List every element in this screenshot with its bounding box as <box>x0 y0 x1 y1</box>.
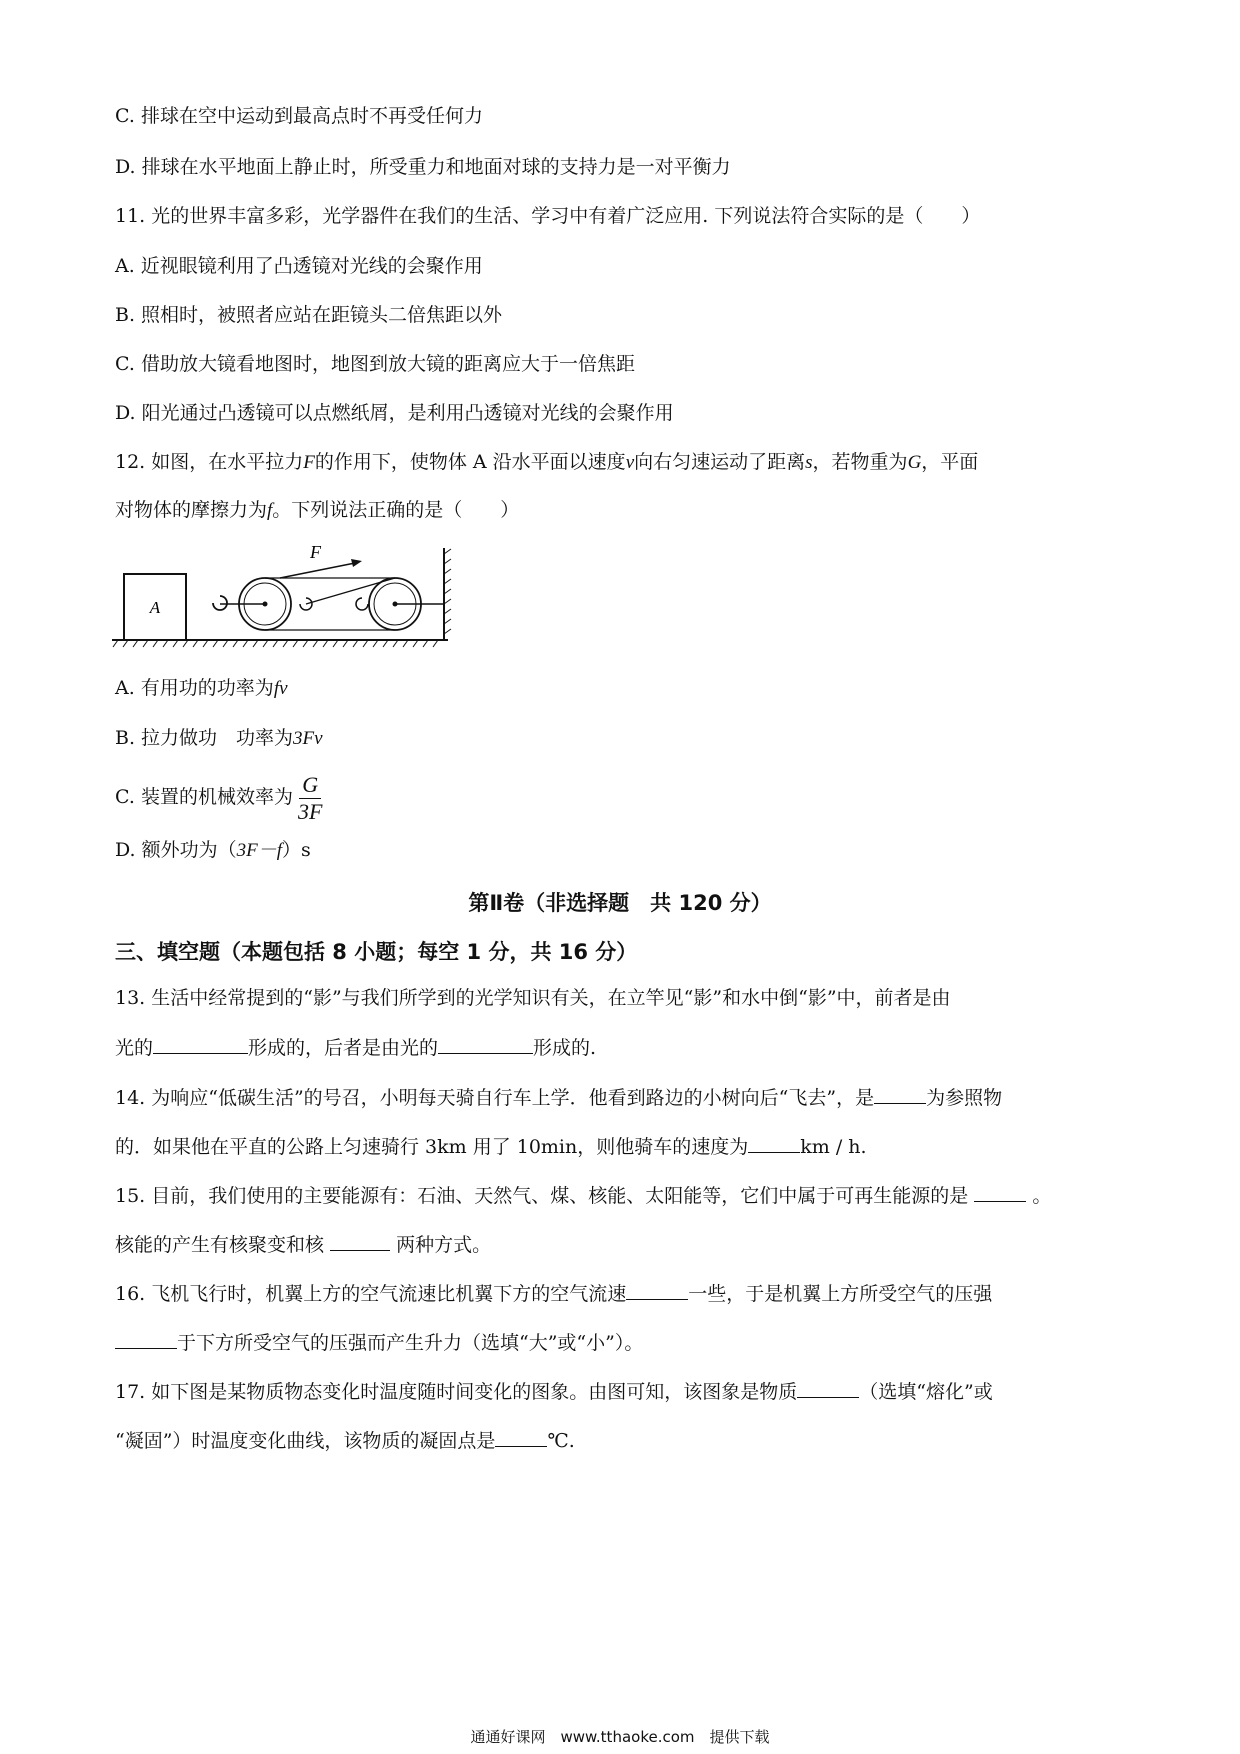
q12-option-c-text: C. 装置的机械效率为 <box>115 786 293 808</box>
answer-blank[interactable] <box>495 1428 547 1447</box>
wall-hatch <box>444 549 451 634</box>
q12-var-s: s <box>805 452 813 473</box>
q12-stem-text: 。下列说法正确的是（ ） <box>272 499 520 521</box>
q15-line1 <box>115 1183 1051 1208</box>
q10-option-d: D. 排球在水平地面上静止时，所受重力和地面对球的支持力是一对平衡力 <box>115 156 731 178</box>
q14-text: 的．如果他在平直的公路上匀速骑行 3km 用了 10min，则他骑车的速度为 <box>115 1136 749 1158</box>
q12-option-d-expr: 3F－f <box>236 840 283 861</box>
q12-stem-text: ，平面 <box>921 451 979 473</box>
q10-option-c: C. 排球在空中运动到最高点时不再受任何力 <box>115 105 483 127</box>
force-label: F <box>310 542 321 562</box>
footer-watermark: 通通好课网 www.tthaoke.com 提供下载 <box>470 1728 770 1746</box>
q13-line2 <box>115 1035 596 1060</box>
q12-stem-text: 对物体的摩擦力为 <box>115 499 268 521</box>
q12-stem-text: 的作用下，使物体 A 沿水平面以速度 <box>314 451 626 473</box>
ground-hatch <box>113 640 438 647</box>
q17-text: （选填“熔化”或 <box>859 1381 993 1403</box>
q12-stem-text: ，若物重为 <box>812 451 908 473</box>
q16-line1 <box>115 1281 992 1306</box>
q16-text: 于下方所受空气的压强而产生升力（选填“大”或“小”）。 <box>177 1332 644 1354</box>
section3-title: 三、填空题（本题包括 8 小题；每空 1 分，共 16 分） <box>115 940 638 964</box>
answer-blank[interactable] <box>115 1330 177 1349</box>
q17-text: ℃. <box>547 1430 575 1452</box>
q12-option-b-expr: 3Fv <box>293 728 323 749</box>
force-arrowhead <box>351 559 362 567</box>
answer-blank[interactable] <box>626 1281 688 1300</box>
q11-stem: 11. 光的世界丰富多彩，光学器件在我们的生活、学习中有着广泛应用. 下列说法符合实际的是（ ） <box>115 205 981 227</box>
q16-line2 <box>115 1330 643 1355</box>
q17-text: “凝固”）时温度变化曲线，该物质的凝固点是 <box>115 1430 496 1452</box>
q14-text: km / h. <box>800 1136 867 1158</box>
block-a-label: A <box>149 598 161 617</box>
q14-text: 14. 为响应“低碳生活”的号召，小明每天骑自行车上学．他看到路边的小树向后“飞去”，是 <box>115 1087 875 1109</box>
answer-blank[interactable] <box>797 1379 859 1398</box>
q13-text: 光的 <box>115 1037 154 1059</box>
answer-blank[interactable] <box>438 1035 533 1054</box>
q14-text: 为参照物 <box>926 1087 1003 1109</box>
q12-option-a-expr: fv <box>273 678 288 699</box>
fraction-numerator: G <box>299 772 321 799</box>
q12-var-v: v <box>625 452 635 473</box>
q12-option-a <box>115 676 288 701</box>
q12-stem-line1 <box>115 450 978 475</box>
force-arrow <box>280 563 355 578</box>
answer-blank[interactable] <box>874 1085 926 1104</box>
q16-text: 16. 飞机飞行时，机翼上方的空气流速比机翼下方的空气流速 <box>115 1283 627 1305</box>
block-hook <box>213 596 227 610</box>
q12-var-f-friction: f <box>267 500 273 521</box>
q12-option-b-text: B. 拉力做功 功率为 <box>115 727 294 749</box>
q12-var-g: G <box>907 452 922 473</box>
q12-stem-line2 <box>115 498 519 523</box>
q12-option-d <box>115 838 311 863</box>
q11-option-a: A. 近视眼镜利用了凸透镜对光线的会聚作用 <box>115 255 483 277</box>
q12-option-d-suffix: ）s <box>282 839 311 861</box>
fraction-denominator: 3F <box>297 798 323 824</box>
answer-blank[interactable] <box>153 1035 248 1054</box>
q12-option-d-text: D. 额外功为（ <box>115 839 237 861</box>
q12-var-f-force: F <box>303 452 315 473</box>
q12-option-b <box>115 726 323 751</box>
q15-text: 核能的产生有核聚变和核 <box>115 1234 325 1256</box>
q15-text: 15. 目前，我们使用的主要能源有：石油、天然气、煤、核能、太阳能等，它们中属于可再生能源的是 <box>115 1185 969 1207</box>
q11-option-d: D. 阳光通过凸透镜可以点燃纸屑，是利用凸透镜对光线的会聚作用 <box>115 402 674 424</box>
q12-option-c <box>115 770 325 825</box>
q13-text: 形成的，后者是由光的 <box>248 1037 439 1059</box>
q17-line2 <box>115 1428 575 1453</box>
q13-line1: 13. 生活中经常提到的“影”与我们所学到的光学知识有关，在立竿见“影”和水中倒“影”中，前者是由 <box>115 987 951 1009</box>
q12-option-a-text: A. 有用功的功率为 <box>115 677 274 699</box>
q11-option-c: C. 借助放大镜看地图时，地图到放大镜的距离应大于一倍焦距 <box>115 353 635 375</box>
q15-line2 <box>115 1232 491 1257</box>
rope-diag <box>306 578 395 604</box>
efficiency-fraction <box>295 772 325 825</box>
answer-blank[interactable] <box>974 1183 1026 1202</box>
q12-stem-text: 向右匀速运动了距离 <box>634 451 806 473</box>
q17-line1 <box>115 1379 993 1404</box>
pulley-diagram <box>110 540 460 650</box>
answer-blank[interactable] <box>330 1232 390 1251</box>
q12-stem-text: 12. 如图，在水平拉力 <box>115 451 304 473</box>
q15-text: 两种方式。 <box>396 1234 492 1256</box>
part2-title: 第Ⅱ卷（非选择题 共 120 分） <box>468 891 772 915</box>
answer-blank[interactable] <box>748 1134 800 1153</box>
q13-text: 形成的. <box>533 1037 597 1059</box>
q14-line2 <box>115 1134 867 1159</box>
q14-line1 <box>115 1085 1002 1110</box>
q17-text: 17. 如下图是某物质物态变化时温度随时间变化的图象。由图可知，该图象是物质 <box>115 1381 798 1403</box>
q11-option-b: B. 照相时，被照者应站在距镜头二倍焦距以外 <box>115 304 503 326</box>
q15-text: 。 <box>1032 1185 1052 1207</box>
q16-text: 一些，于是机翼上方所受空气的压强 <box>688 1283 993 1305</box>
